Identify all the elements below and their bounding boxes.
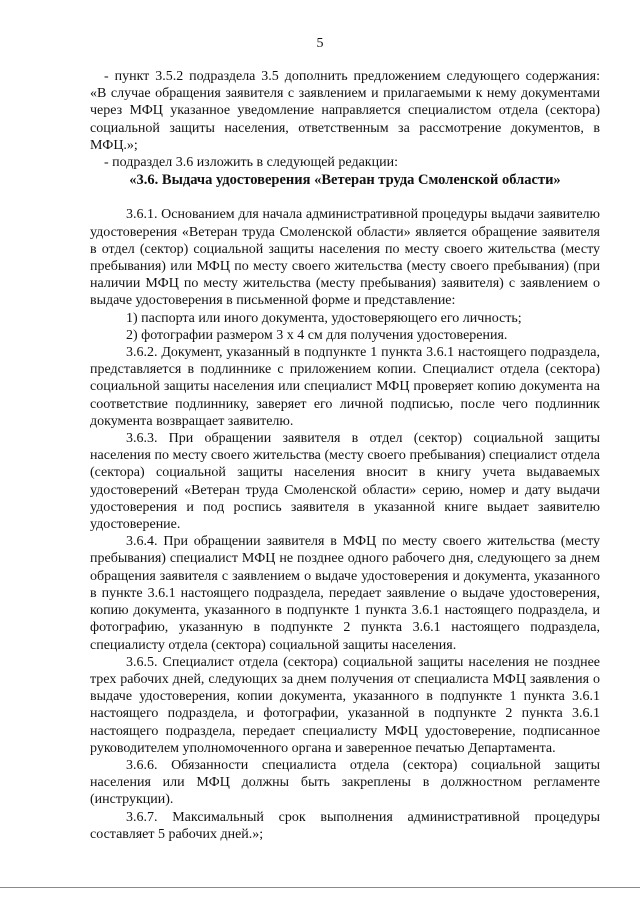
document-body	[90, 68, 600, 843]
paragraph-3-6-1-item-2: 2) фотографии размером 3 х 4 см для получения удостоверения.	[126, 327, 508, 343]
amendment-item-3-5-2: - пункт 3.5.2 подраздела 3.5 дополнить предложением следующего содержания: «В случае обращения заявителя с заявлением и прилагаемыми к нему документами через МФЦ указанное уведомление направляется специалистом отдела (сектора) социальной защиты населения, ответственным за рассмотрение документов, в МФЦ.»;	[90, 69, 600, 153]
paragraph-3-6-1-item-1: 1) паспорта или иного документа, удостоверяющего его личность;	[126, 310, 522, 326]
amendment-item-3-6: - подраздел 3.6 изложить в следующей редакции:	[104, 155, 398, 171]
paragraph-3-6-2: 3.6.2. Документ, указанный в подпункте 1 пункта 3.6.1 настоящего подраздела, представляется в подлиннике с приложением копии. Специалист отдела (сектора) социальной защиты населения или специалист МФЦ проверяет копию документа на соответствие подлиннику, заверяет его личной подписью, после чего подлинник документа возвращает заявителю.	[90, 345, 600, 429]
page-bottom-border	[0, 887, 640, 888]
paragraph-3-6-6: 3.6.6. Обязанности специалиста отдела (сектора) социальной защиты населения или МФЦ должны быть закреплены в должностном регламенте (инструкции).	[90, 757, 600, 808]
section-heading: «3.6. Выдача удостоверения «Ветеран труда Смоленской области»	[129, 172, 561, 189]
page-number: 5	[316, 36, 324, 51]
paragraph-3-6-1: 3.6.1. Основанием для начала административной процедуры выдачи заявителю удостоверения «Ветеран труда Смоленской области» является обращение заявителя в отдел (сектор) социальной защиты населения по месту своего жительства (месту пребывания) или МФЦ по месту своего жительства (месту своего пребывания) (при наличии МФЦ по месту жительства (месту пребывания) заявителя) с заявлением о выдаче удостоверения в письменной форме и представление:	[90, 207, 600, 309]
paragraph-3-6-4: 3.6.4. При обращении заявителя в МФЦ по месту своего жительства (месту пребывания) специалист МФЦ не позднее одного рабочего дня, следующего за днем обращения заявителя с заявлением о выдаче удостоверения и документа, указанного в пункте 3.6.1 настоящего подраздела, передает заявление о выдаче удостоверения, копию документа, указанного в подпункте 1 пункта 3.6.1 настоящего подраздела, и фотографию, указанную в подпункте 2 пункта 3.6.1 настоящего подраздела, специалисту отдела (сектора) социальной защиты населения.	[90, 534, 600, 653]
paragraph-3-6-7: 3.6.7. Максимальный срок выполнения административной процедуры составляет 5 рабочих дней.»;	[90, 809, 600, 842]
paragraph-3-6-3: 3.6.3. При обращении заявителя в отдел (сектор) социальной защиты населения по месту своего жительства (месту своего пребывания) специалист отдела (сектора) социальной защиты населения вносит в книгу учета выдаваемых удостоверений «Ветеран труда Смоленской области» серию, номер и дату выдачи удостоверения и под роспись заявителя в указанной книге выдает заявителю удостоверение.	[90, 431, 600, 533]
paragraph-3-6-5: 3.6.5. Специалист отдела (сектора) социальной защиты населения не позднее трех рабочих дней, следующих за днем получения от специалиста МФЦ заявления о выдаче удостоверения, копии документа, указанного в подпункте 1 пункта 3.6.1 настоящего подраздела, и фотографии, указанной в подпункте 2 пункта 3.6.1 настоящего подраздела, передает специалисту МФЦ удостоверение, подписанное руководителем уполномоченного органа и заверенное печатью Департамента.	[90, 654, 600, 756]
